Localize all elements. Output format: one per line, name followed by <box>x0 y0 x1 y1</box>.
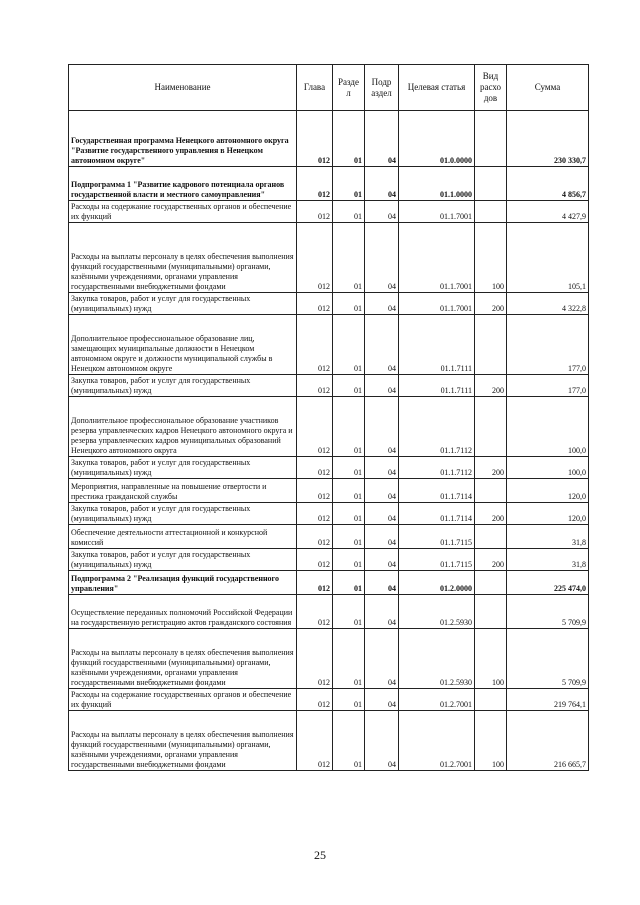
row-glava: 012 <box>297 167 333 201</box>
row-statya: 01.2.5930 <box>399 629 475 689</box>
header-name: Наименование <box>69 65 297 111</box>
row-summa: 31,8 <box>507 525 589 549</box>
row-statya: 01.1.7001 <box>399 293 475 315</box>
row-razdel: 01 <box>333 689 365 711</box>
row-name: Расходы на выплаты персоналу в целях обеспечения выполнения функций государственными (муниципальными) органами, казёнными учреждениями, органами управления государственными внебюджетными фондами <box>69 711 297 771</box>
row-name: Осуществление переданных полномочий Российской Федерации на государственную регистрацию актов гражданского состояния <box>69 595 297 629</box>
row-razdel: 01 <box>333 479 365 503</box>
row-summa: 219 764,1 <box>507 689 589 711</box>
row-name: Закупка товаров, работ и услуг для государственных (муниципальных) нужд <box>69 375 297 397</box>
row-podrazdel: 04 <box>365 571 399 595</box>
row-vid <box>475 525 507 549</box>
table-row <box>69 711 589 771</box>
row-podrazdel: 04 <box>365 397 399 457</box>
row-vid: 200 <box>475 549 507 571</box>
row-razdel: 01 <box>333 397 365 457</box>
row-razdel: 01 <box>333 223 365 293</box>
row-name: Закупка товаров, работ и услуг для государственных (муниципальных) нужд <box>69 549 297 571</box>
row-razdel: 01 <box>333 629 365 689</box>
header-statya: Целевая статья <box>399 65 475 111</box>
row-glava: 012 <box>297 525 333 549</box>
row-name: Обеспечение деятельности аттестационной и конкурсной комиссий <box>69 525 297 549</box>
row-razdel: 01 <box>333 201 365 223</box>
table-row <box>69 549 589 571</box>
table-row <box>69 503 589 525</box>
table-row <box>69 689 589 711</box>
row-summa: 225 474,0 <box>507 571 589 595</box>
row-podrazdel: 04 <box>365 111 399 167</box>
header-summa: Сумма <box>507 65 589 111</box>
row-vid <box>475 167 507 201</box>
row-summa: 31,8 <box>507 549 589 571</box>
row-statya: 01.1.7001 <box>399 201 475 223</box>
row-podrazdel: 04 <box>365 375 399 397</box>
row-glava: 012 <box>297 503 333 525</box>
row-podrazdel: 04 <box>365 689 399 711</box>
table-row <box>69 111 589 167</box>
row-podrazdel: 04 <box>365 503 399 525</box>
row-vid: 100 <box>475 711 507 771</box>
row-glava: 012 <box>297 457 333 479</box>
row-summa: 100,0 <box>507 457 589 479</box>
table-row <box>69 167 589 201</box>
row-vid: 200 <box>475 293 507 315</box>
row-podrazdel: 04 <box>365 549 399 571</box>
row-razdel: 01 <box>333 111 365 167</box>
row-statya: 01.1.7114 <box>399 503 475 525</box>
row-statya: 01.2.5930 <box>399 595 475 629</box>
row-statya: 01.1.7112 <box>399 397 475 457</box>
row-razdel: 01 <box>333 457 365 479</box>
row-razdel: 01 <box>333 595 365 629</box>
row-name: Подпрограмма 1 "Развитие кадрового потенциала органов государственной власти и местного самоуправления" <box>69 167 297 201</box>
table-row <box>69 479 589 503</box>
row-name: Дополнительное профессиональное образование лиц, замещающих муниципальные должности в Ненецком автономном округе и должности муниципальной службы в Ненецком автономном округе <box>69 315 297 375</box>
header-razdel: Разде л <box>333 65 365 111</box>
table-row <box>69 223 589 293</box>
row-vid <box>475 479 507 503</box>
row-statya: 01.0.0000 <box>399 111 475 167</box>
row-razdel: 01 <box>333 525 365 549</box>
row-name: Государственная программа Ненецкого автономного округа "Развитие государственного управления в Ненецком автономном округе" <box>69 111 297 167</box>
row-vid <box>475 201 507 223</box>
row-glava: 012 <box>297 629 333 689</box>
row-name: Расходы на выплаты персоналу в целях обеспечения выполнения функций государственными (муниципальными) органами, казёнными учреждениями, органами управления государственными внебюджетными фондами <box>69 223 297 293</box>
row-glava: 012 <box>297 711 333 771</box>
table-row <box>69 525 589 549</box>
row-podrazdel: 04 <box>365 457 399 479</box>
row-podrazdel: 04 <box>365 223 399 293</box>
row-summa: 4 427,9 <box>507 201 589 223</box>
row-summa: 5 709,9 <box>507 595 589 629</box>
table-row <box>69 293 589 315</box>
row-name: Подпрограмма 2 "Реализация функций государственного управления" <box>69 571 297 595</box>
row-name: Дополнительное профессиональное образование участников резерва управленческих кадров Ненецкого автономного округа и резерва управленческих кадров муниципальных образований Ненецкого автономного округа <box>69 397 297 457</box>
row-glava: 012 <box>297 479 333 503</box>
header-glava: Глава <box>297 65 333 111</box>
row-podrazdel: 04 <box>365 711 399 771</box>
row-summa: 5 709,9 <box>507 629 589 689</box>
row-podrazdel: 04 <box>365 293 399 315</box>
row-summa: 230 330,7 <box>507 111 589 167</box>
row-razdel: 01 <box>333 167 365 201</box>
row-vid: 100 <box>475 223 507 293</box>
row-podrazdel: 04 <box>365 315 399 375</box>
row-glava: 012 <box>297 549 333 571</box>
table-row <box>69 315 589 375</box>
header-vid: Вид расхо дов <box>475 65 507 111</box>
row-statya: 01.1.7111 <box>399 375 475 397</box>
row-name: Мероприятия, направленные на повышение отвертости и престижа гражданской службы <box>69 479 297 503</box>
row-glava: 012 <box>297 111 333 167</box>
row-glava: 012 <box>297 375 333 397</box>
row-podrazdel: 04 <box>365 629 399 689</box>
row-glava: 012 <box>297 315 333 375</box>
row-summa: 120,0 <box>507 503 589 525</box>
row-summa: 120,0 <box>507 479 589 503</box>
table-row <box>69 375 589 397</box>
row-vid <box>475 111 507 167</box>
table-row <box>69 397 589 457</box>
budget-table <box>68 64 589 771</box>
row-name: Закупка товаров, работ и услуг для государственных (муниципальных) нужд <box>69 293 297 315</box>
row-razdel: 01 <box>333 375 365 397</box>
row-podrazdel: 04 <box>365 479 399 503</box>
row-razdel: 01 <box>333 711 365 771</box>
table-row <box>69 595 589 629</box>
row-glava: 012 <box>297 595 333 629</box>
row-glava: 012 <box>297 201 333 223</box>
row-razdel: 01 <box>333 315 365 375</box>
row-summa: 4 856,7 <box>507 167 589 201</box>
row-glava: 012 <box>297 223 333 293</box>
row-glava: 012 <box>297 571 333 595</box>
row-statya: 01.2.7001 <box>399 689 475 711</box>
table-header-row <box>69 65 589 111</box>
row-razdel: 01 <box>333 571 365 595</box>
table-row <box>69 629 589 689</box>
row-podrazdel: 04 <box>365 525 399 549</box>
row-glava: 012 <box>297 293 333 315</box>
row-statya: 01.1.7111 <box>399 315 475 375</box>
row-vid <box>475 571 507 595</box>
row-glava: 012 <box>297 689 333 711</box>
page-number: 25 <box>314 848 326 862</box>
row-vid <box>475 315 507 375</box>
row-statya: 01.1.7114 <box>399 479 475 503</box>
row-vid: 200 <box>475 375 507 397</box>
row-name: Расходы на выплаты персоналу в целях обеспечения выполнения функций государственными (муниципальными) органами, казёнными учреждениями, органами управления государственными внебюджетными фондами <box>69 629 297 689</box>
row-summa: 177,0 <box>507 375 589 397</box>
row-name: Закупка товаров, работ и услуг для государственных (муниципальных) нужд <box>69 503 297 525</box>
row-podrazdel: 04 <box>365 167 399 201</box>
row-statya: 01.2.0000 <box>399 571 475 595</box>
row-vid <box>475 689 507 711</box>
row-razdel: 01 <box>333 503 365 525</box>
row-statya: 01.1.7115 <box>399 549 475 571</box>
row-statya: 01.1.7112 <box>399 457 475 479</box>
row-vid: 200 <box>475 457 507 479</box>
row-podrazdel: 04 <box>365 201 399 223</box>
row-podrazdel: 04 <box>365 595 399 629</box>
row-name: Закупка товаров, работ и услуг для государственных (муниципальных) нужд <box>69 457 297 479</box>
row-name: Расходы на содержание государственных органов и обеспечение их функций <box>69 201 297 223</box>
row-name: Расходы на содержание государственных органов и обеспечение их функций <box>69 689 297 711</box>
table-row <box>69 201 589 223</box>
header-podrazdel: Подр аздел <box>365 65 399 111</box>
row-glava: 012 <box>297 397 333 457</box>
row-summa: 100,0 <box>507 397 589 457</box>
row-statya: 01.1.7115 <box>399 525 475 549</box>
row-vid: 100 <box>475 629 507 689</box>
table-body <box>69 111 589 771</box>
row-summa: 105,1 <box>507 223 589 293</box>
row-statya: 01.1.7001 <box>399 223 475 293</box>
row-razdel: 01 <box>333 549 365 571</box>
row-statya: 01.1.0000 <box>399 167 475 201</box>
row-summa: 4 322,8 <box>507 293 589 315</box>
row-vid <box>475 595 507 629</box>
table-row <box>69 457 589 479</box>
row-summa: 177,0 <box>507 315 589 375</box>
row-statya: 01.2.7001 <box>399 711 475 771</box>
row-vid: 200 <box>475 503 507 525</box>
row-razdel: 01 <box>333 293 365 315</box>
table-row <box>69 571 589 595</box>
row-vid <box>475 397 507 457</box>
row-summa: 216 665,7 <box>507 711 589 771</box>
